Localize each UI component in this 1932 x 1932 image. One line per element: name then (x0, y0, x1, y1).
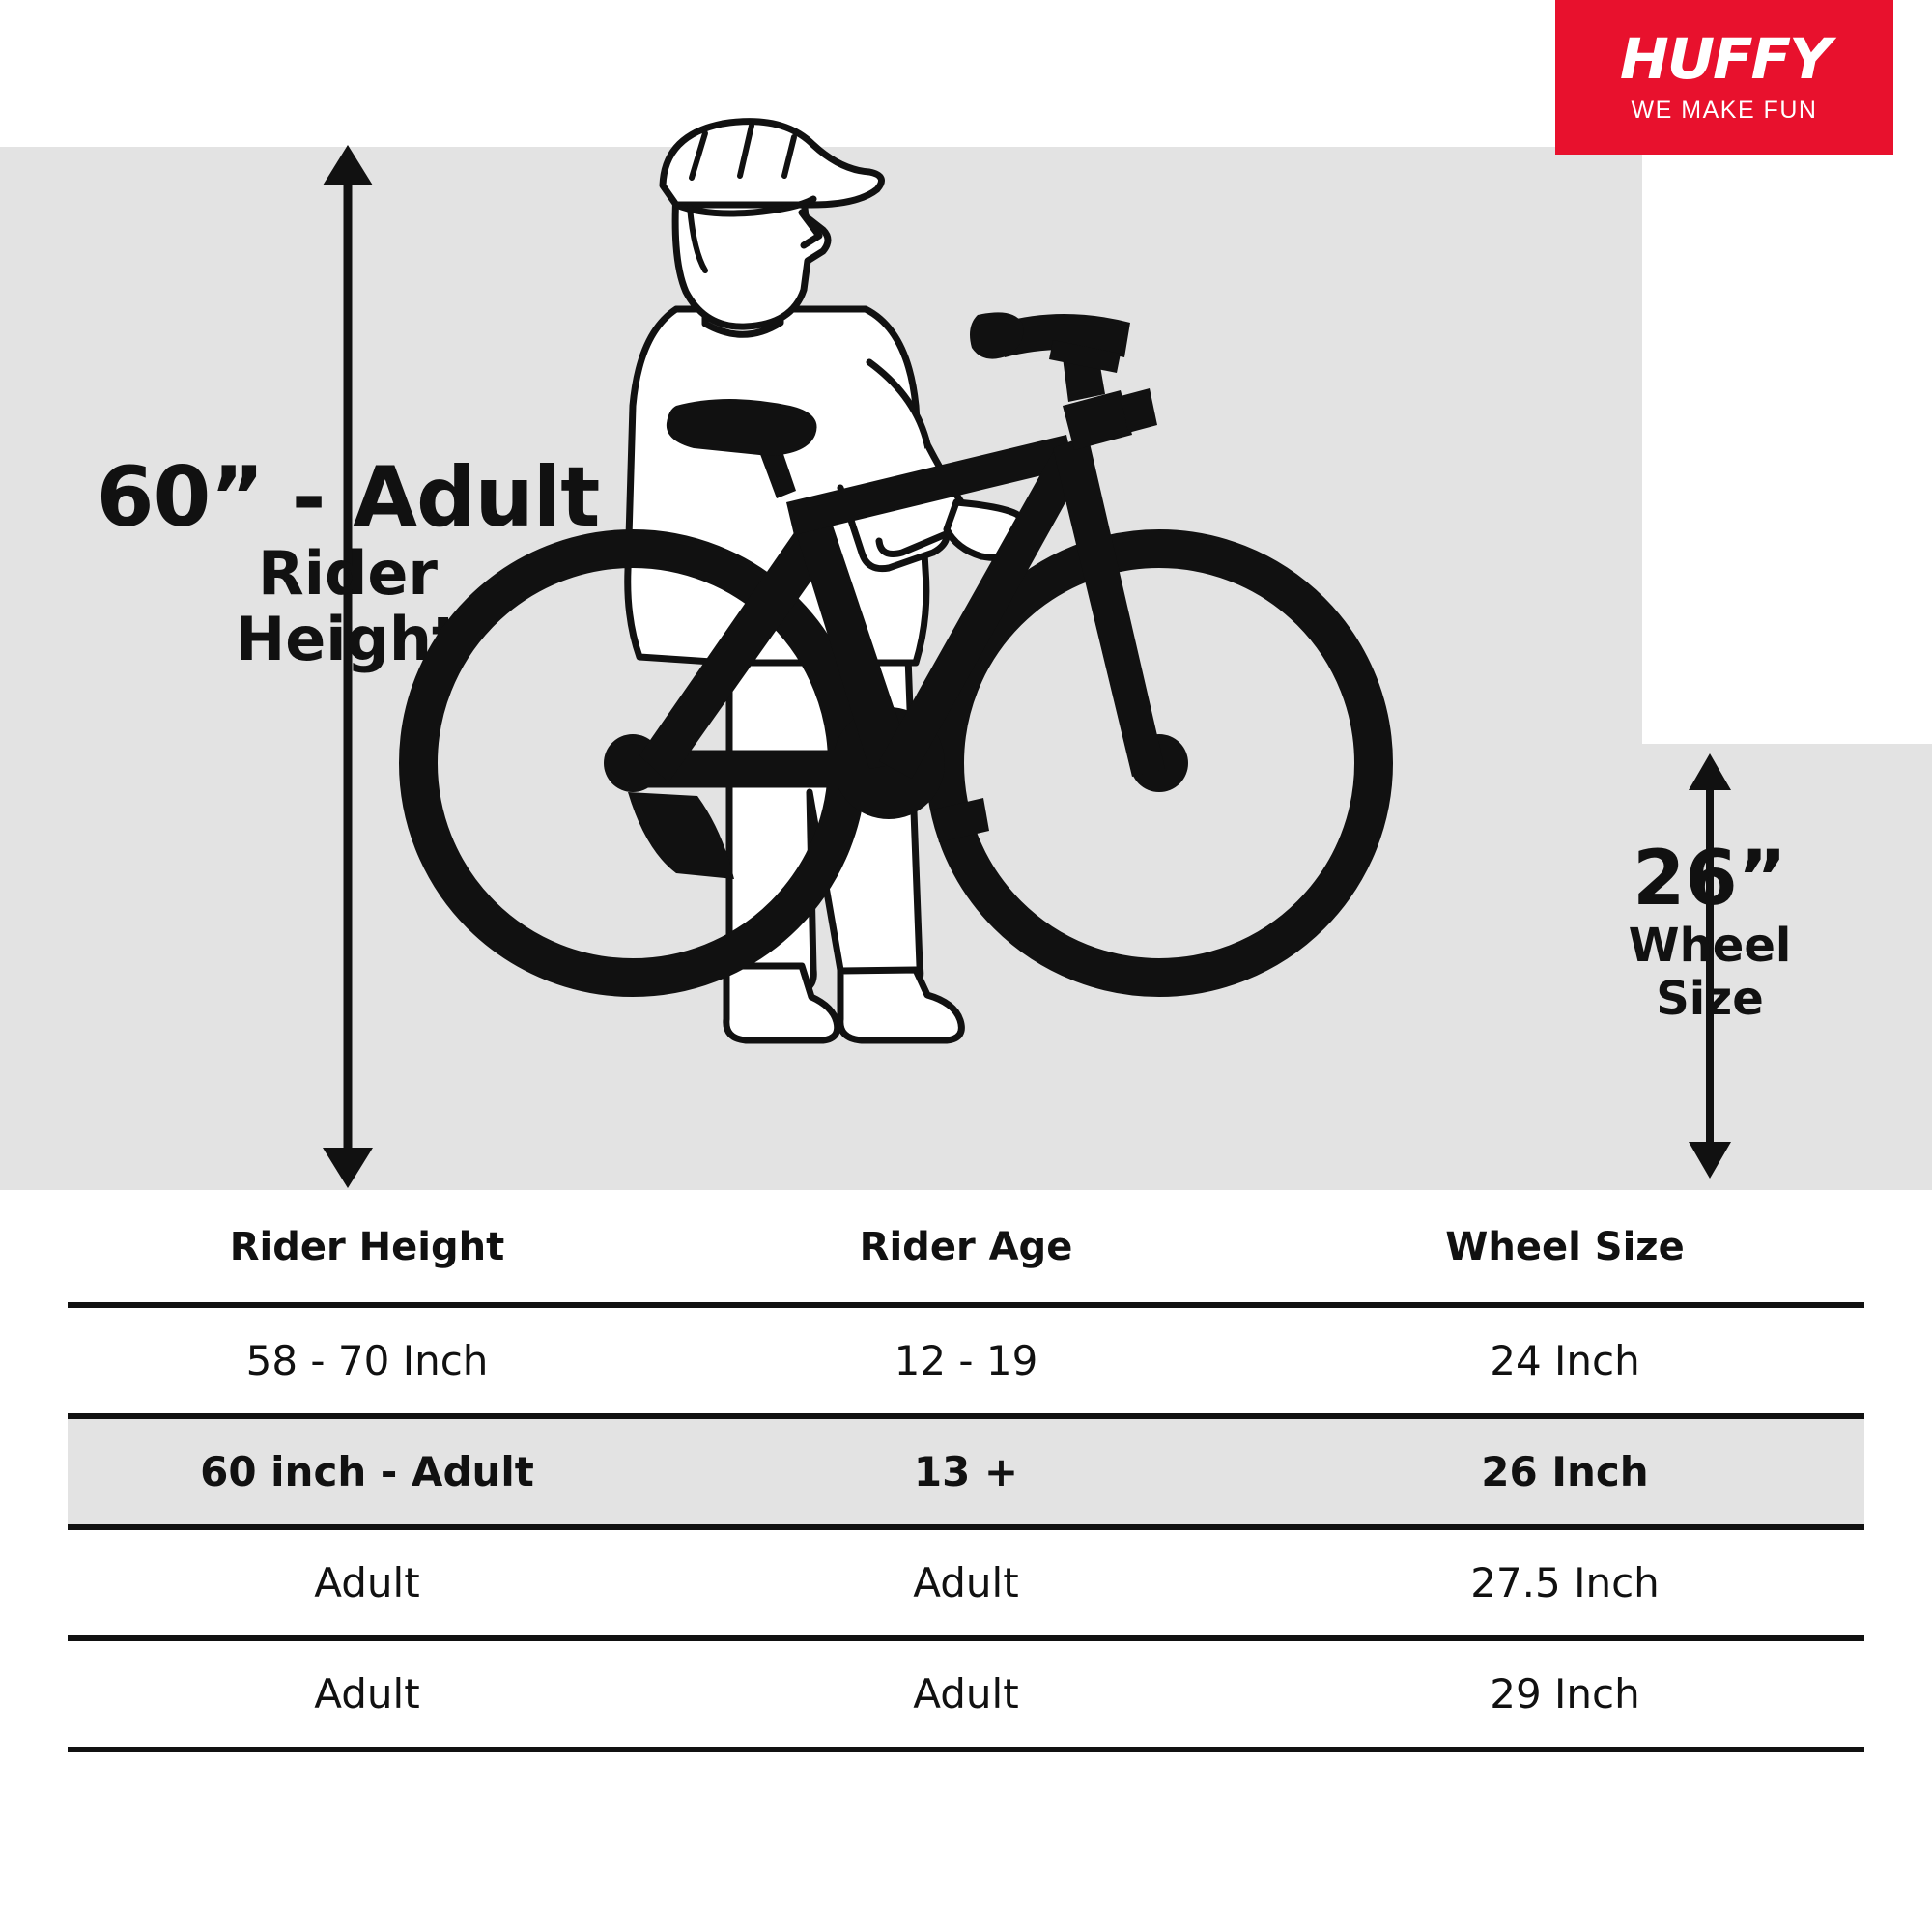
rider-bicycle-illustration (386, 116, 1497, 1188)
brand-tagline: WE MAKE FUN (1631, 96, 1818, 124)
rider-height-headline: 60” - Adult (96, 449, 600, 546)
cell-rider-height: Adult (68, 1638, 667, 1749)
column-header-rider-age: Rider Age (667, 1198, 1265, 1305)
huffy-logo (1555, 0, 1893, 155)
wheel-size-line2: Wheel (1628, 918, 1792, 973)
cell-rider-age: Adult (667, 1527, 1265, 1638)
size-chart-section (0, 1198, 1932, 1752)
table-row-highlighted (68, 1416, 1864, 1527)
table-row (68, 1638, 1864, 1749)
cell-wheel-size: 29 Inch (1265, 1638, 1864, 1749)
cell-rider-height: Adult (68, 1527, 667, 1638)
wheel-size-headline: 26” (1633, 836, 1787, 923)
cell-wheel-size: 26 Inch (1265, 1416, 1864, 1527)
table-row (68, 1527, 1864, 1638)
cell-wheel-size: 27.5 Inch (1265, 1527, 1864, 1638)
table-header-row (68, 1198, 1864, 1305)
rider-height-line3: Height (235, 604, 461, 675)
cell-rider-height: 60 inch - Adult (68, 1416, 667, 1527)
cell-rider-age: 12 - 19 (667, 1305, 1265, 1416)
wheel-size-line3: Size (1656, 972, 1764, 1027)
rider-height-line2: Rider (258, 538, 438, 610)
cell-rider-age: Adult (667, 1638, 1265, 1749)
column-header-rider-height: Rider Height (68, 1198, 667, 1305)
cell-rider-height: 58 - 70 Inch (68, 1305, 667, 1416)
cell-wheel-size: 24 Inch (1265, 1305, 1864, 1416)
column-header-wheel-size: Wheel Size (1265, 1198, 1864, 1305)
table-row (68, 1305, 1864, 1416)
brand-name: HUFFY (1619, 25, 1830, 92)
cell-rider-age: 13 + (667, 1416, 1265, 1527)
wheel-size-label (1565, 836, 1855, 1027)
size-chart-table (68, 1198, 1864, 1752)
